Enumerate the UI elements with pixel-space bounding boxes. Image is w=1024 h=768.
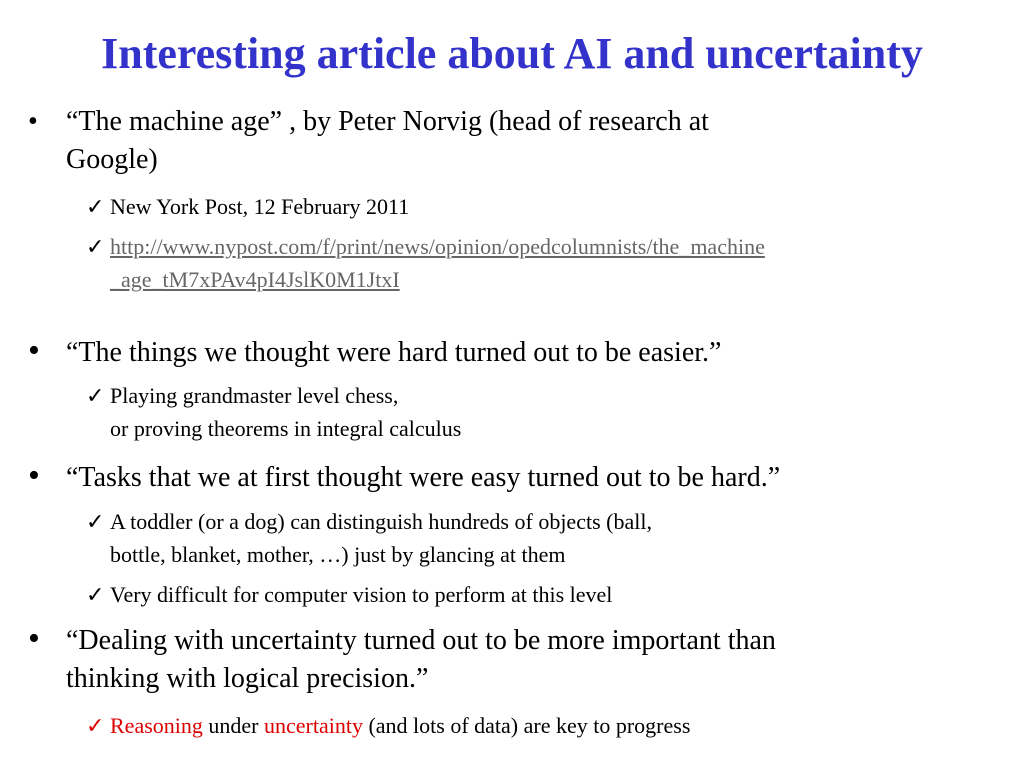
article-link-line2[interactable]: _age_tM7xPAv4pI4JslK0M1JtxI — [110, 267, 400, 292]
bullet-text-line2: thinking with logical precision.” — [66, 663, 429, 694]
bullet-dot: • — [28, 457, 40, 494]
bullet-text-line2: Google) — [66, 144, 158, 175]
subitem-text-line1: A toddler (or a dog) can distinguish hundreds of objects (ball, — [110, 509, 652, 534]
subitem-toddler — [86, 505, 652, 571]
bullet-easy-hard — [28, 459, 780, 497]
bullet-text: “The things we thought were hard turned out to be easier.” — [66, 337, 722, 368]
slide-title: Interesting article about AI and uncertainty — [101, 29, 923, 78]
checkmark-icon: ✓ — [86, 194, 105, 219]
checkmark-icon: ✓ — [86, 383, 105, 408]
subitem-text: New York Post, 12 February 2011 — [110, 194, 410, 219]
bullet-text: “Tasks that we at first thought were easy turned out to be hard.” — [66, 462, 781, 493]
checkmark-icon: ✓ — [86, 582, 105, 607]
subitem-text-line2: or proving theorems in integral calculus — [110, 416, 462, 441]
subitem-text-under: under — [202, 713, 264, 738]
subitem-chess — [86, 379, 461, 445]
article-link-line1[interactable]: http://www.nypost.com/f/print/news/opinion/opedcolumnists/the_machine — [110, 234, 765, 259]
bullet-norvig-article — [28, 103, 709, 179]
checkmark-icon: ✓ — [86, 234, 105, 259]
subitem-source — [86, 190, 409, 223]
subitem-text-line2: bottle, blanket, mother, …) just by glancing at them — [110, 542, 566, 567]
bullet-text-line1: “Dealing with uncertainty turned out to be more important than — [66, 625, 776, 656]
subitem-link — [86, 230, 765, 296]
subitem-reasoning — [86, 709, 690, 742]
subitem-text-rest: (and lots of data) are key to progress — [362, 713, 691, 738]
highlight-reasoning: Reasoning — [110, 713, 203, 738]
subitem-text: Very difficult for computer vision to perform at this level — [110, 582, 613, 607]
bullet-dot: • — [28, 620, 40, 657]
bullet-dot: • — [28, 332, 40, 369]
bullet-hard-easier — [28, 334, 721, 372]
subitem-vision — [86, 578, 612, 611]
checkmark-icon: ✓ — [86, 509, 105, 534]
subitem-text-line1: Playing grandmaster level chess, — [110, 383, 399, 408]
highlight-uncertainty: uncertainty — [263, 713, 363, 738]
bullet-dot: • — [28, 106, 38, 137]
bullet-uncertainty — [28, 622, 776, 698]
checkmark-icon: ✓ — [86, 713, 105, 738]
bullet-text-line1: “The machine age” , by Peter Norvig (head of research at — [66, 106, 709, 137]
